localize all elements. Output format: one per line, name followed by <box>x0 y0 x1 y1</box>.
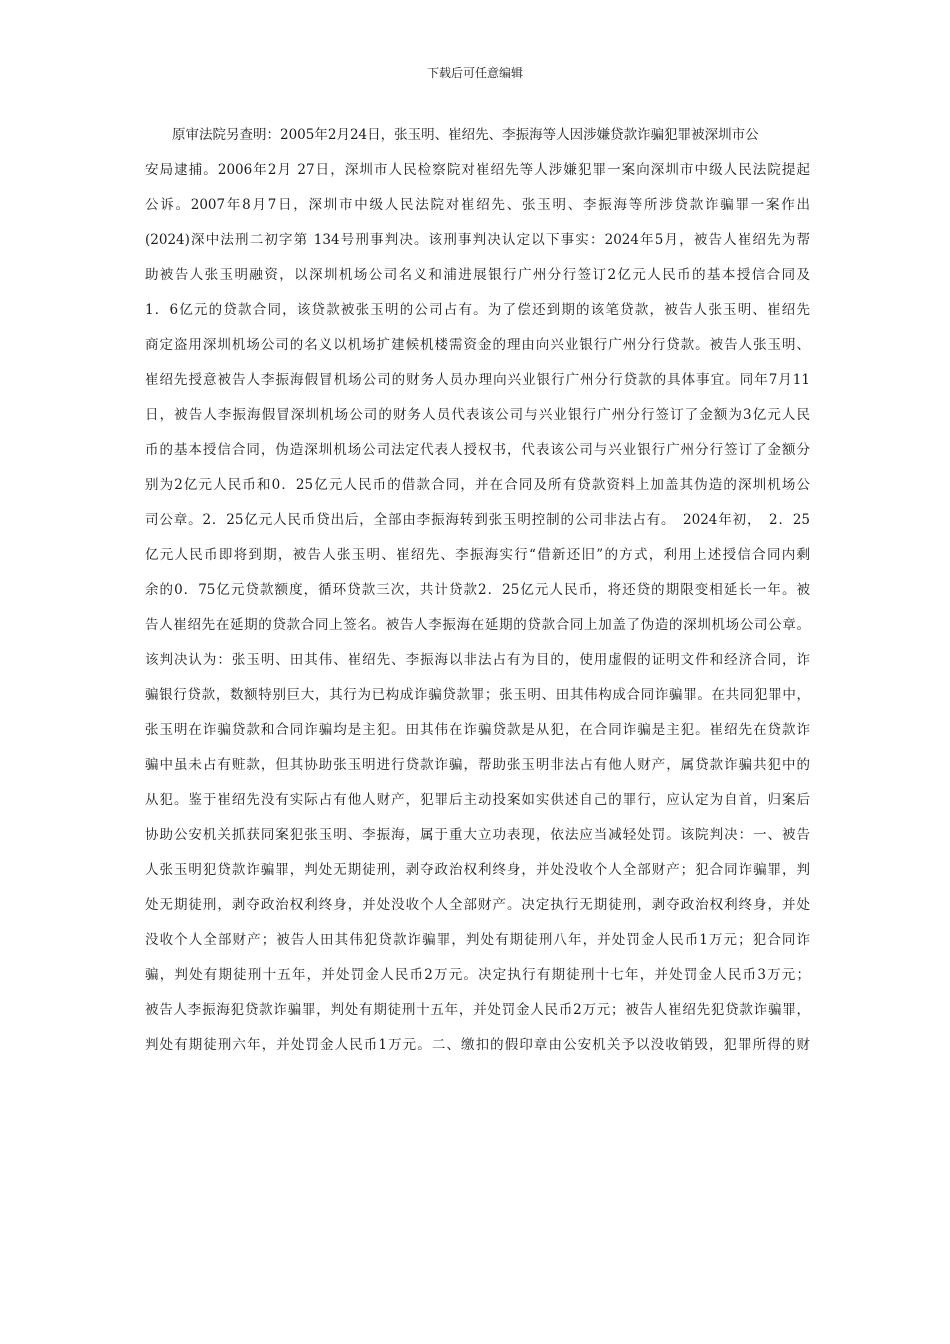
paragraph-line-8: 崔绍先授意被告人李振海假冒机场公司的财务人员办理向兴业银行广州分行贷款的具体事宜。同年7月11 <box>145 372 810 388</box>
paragraph-line-14: 余的0．75亿元贷款额度，循环贷款三次，共计贷款2．25亿元人民币，将还贷的期限变相延长一年。被 <box>145 582 810 598</box>
paragraph-line-27: 判处有期徒刑六年，并处罚金人民币1万元。二、缴扣的假印章由公安机关予以没收销毁，犯罪所得的财 <box>145 1037 810 1053</box>
document-body <box>145 122 810 1067</box>
paragraph-line-19: 骗中虽未占有赃款，但其协助张玉明进行贷款诈骗，帮助张玉明非法占有他人财产，属贷款诈骗共犯中的 <box>145 757 810 773</box>
paragraph-line-13: 亿元人民币即将到期，被告人张玉明、崔绍先、李振海实行“借新还旧”的方式，利用上述授信合同内剩 <box>145 547 810 563</box>
paragraph-line-25: 骗，判处有期徒刑十五年，并处罚金人民币2万元。决定执行有期徒刑十七年，并处罚金人民币3万元； <box>145 967 810 983</box>
paragraph-line-26: 被告人李振海犯贷款诈骗罪，判处有期徒刑十五年，并处罚金人民币2万元；被告人崔绍先犯贷款诈骗罪， <box>145 1002 810 1018</box>
paragraph-line-4: (2024)深中法刑二初字第 134号刑事判决。该刑事判决认定以下事实：2024年5月，被告人崔绍先为帮 <box>145 232 810 248</box>
paragraph-line-16: 该判决认为：张玉明、田其伟、崔绍先、李振海以非法占有为目的，使用虚假的证明文件和经济合同，诈 <box>145 652 810 668</box>
page-header: 下载后可任意编辑 <box>426 66 523 80</box>
paragraph-line-12: 司公章。2．25亿元人民币贷出后，全部由李振海转到张玉明控制的公司非法占有。 2024年初， 2．25 <box>145 512 810 528</box>
paragraph-line-18: 张玉明在诈骗贷款和合同诈骗均是主犯。田其伟在诈骗贷款是从犯，在合同诈骗是主犯。崔绍先在贷款诈 <box>145 722 810 738</box>
paragraph-line-24: 没收个人全部财产；被告人田其伟犯贷款诈骗罪，判处有期徒刑八年，并处罚金人民币1万元；犯合同诈 <box>145 932 810 948</box>
paragraph-line-2: 安局逮捕。2006年2月 27日，深圳市人民检察院对崔绍先等人涉嫌犯罪一案向深圳市中级人民法院提起 <box>145 162 810 178</box>
paragraph-line-23: 处无期徒刑，剥夺政治权利终身，并处没收个人全部财产。决定执行无期徒刑，剥夺政治权利终身，并处 <box>145 897 810 913</box>
paragraph-line-17: 骗银行贷款，数额特别巨大，其行为已构成诈骗贷款罪；张玉明、田其伟构成合同诈骗罪。在共同犯罪中， <box>145 687 810 703</box>
paragraph-line-6: 1．6亿元的贷款合同，该贷款被张玉明的公司占有。为了偿还到期的该笔贷款，被告人张玉明、崔绍先 <box>145 302 810 318</box>
paragraph-line-15: 告人崔绍先在延期的贷款合同上签名。被告人李振海在延期的贷款合同上加盖了伪造的深圳机场公司公章。 <box>145 617 810 633</box>
paragraph-line-3: 公诉。2007年8月7日，深圳市中级人民法院对崔绍先、张玉明、李振海等所涉贷款诈骗罪一案作出 <box>145 197 810 213</box>
paragraph-line-11: 别为2亿元人民币和0．25亿元人民币的借款合同，并在合同及所有贷款资料上加盖其伪造的深圳机场公 <box>145 477 810 493</box>
paragraph-line-7: 商定盗用深圳机场公司的名义以机场扩建候机楼需资金的理由向兴业银行广州分行贷款。被告人张玉明、 <box>145 337 810 353</box>
paragraph-line-20: 从犯。鉴于崔绍先没有实际占有他人财产，犯罪后主动投案如实供述自己的罪行，应认定为自首，归案后 <box>145 792 810 808</box>
paragraph-line-21: 协助公安机关抓获同案犯张玉明、李振海，属于重大立功表现，依法应当减轻处罚。该院判决：一、被告 <box>145 827 810 843</box>
paragraph-line-1: 原审法院另查明：2005年2月24日，张玉明、崔绍先、李振海等人因涉嫌贷款诈骗犯罪被深圳市公 <box>172 127 759 143</box>
paragraph-line-5: 助被告人张玉明融资，以深圳机场公司名义和浦进展银行广州分行签订2亿元人民币的基本授信合同及 <box>145 267 810 283</box>
paragraph-line-9: 日，被告人李振海假冒深圳机场公司的财务人员代表该公司与兴业银行广州分行签订了金额为3亿元人民 <box>145 407 810 423</box>
paragraph-line-22: 人张玉明犯贷款诈骗罪，判处无期徒刑，剥夺政治权利终身，并处没收个人全部财产；犯合同诈骗罪，判 <box>145 862 810 878</box>
paragraph-line-10: 币的基本授信合同，伪造深圳机场公司法定代表人授权书，代表该公司与兴业银行广州分行签订了金额分 <box>145 442 810 458</box>
